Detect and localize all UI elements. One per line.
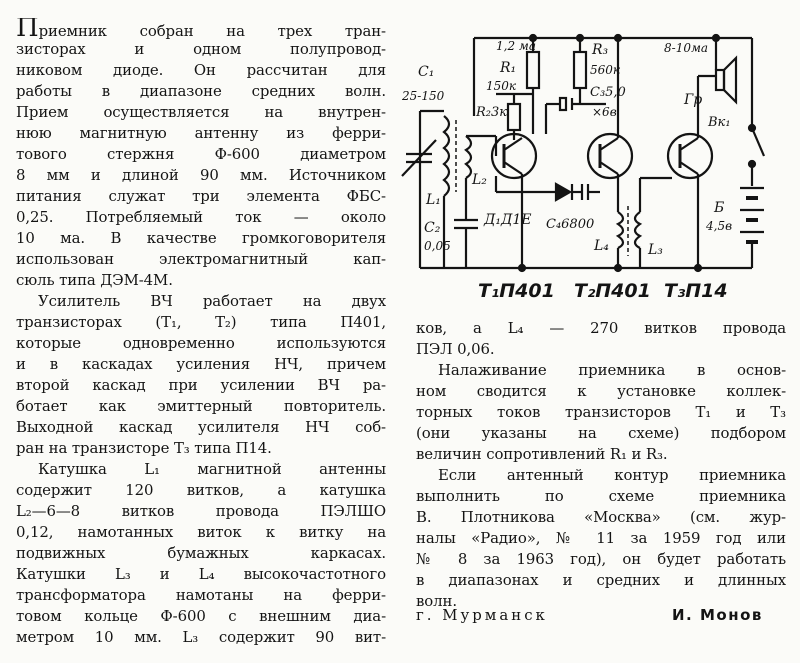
transistor-label-t2: T₂П401 [574,280,651,302]
transistor-t2 [588,134,632,178]
transistor-t3 [668,134,712,178]
text-line: в диапазонах и средних и длинных [416,571,786,589]
text-line: 0,12, намотанных виток к витку на [16,523,386,541]
text-line: тового стержня Ф-600 диаметром [16,145,386,163]
text-line: выполнить по схеме приемника [416,487,786,505]
label-c3-volt: ×6в [592,105,617,119]
junction-dot [713,35,719,41]
junction-dot [695,265,701,271]
transistor-label-t3: T₃П14 [664,280,728,302]
label-battery: Б [714,200,725,216]
coil-l3 [635,212,640,248]
label-l3: L₃ [648,242,663,258]
resistor-r3 [574,52,586,88]
text-line: волн. [416,592,457,610]
text-line: 10 ма. В качестве громкоговорителя [16,229,386,247]
label-gr: Гр [684,92,703,108]
label-c2-value: 0,05 [424,239,451,253]
t2-collector [600,138,618,150]
text-line: использован электромагнитный кап- [16,250,386,268]
label-i1: 1,2 ма [496,39,537,53]
label-vk: Вк₁ [708,115,731,130]
text-line: Прием осуществляется на внутрен- [16,103,386,121]
label-r1-value: 150к [486,79,517,93]
text-line: ботает как эмиттерный повторитель. [16,397,386,415]
signature-author: И. Монов [672,606,763,624]
text-line: трансформатора намотаны на ферри- [16,586,386,604]
resistor-r1 [527,52,539,88]
t3-collector [680,138,698,150]
label-battery-value: 4,5в [706,219,733,233]
text-line: ран на транзисторе T₃ типа П14. [16,439,272,457]
text-line: товом кольце Ф-600 с внешним диа- [16,607,386,625]
text-line: Если антенный контур приемника [438,466,786,484]
text-line: никовом диоде. Он рассчитан для [16,61,386,79]
text-line: и в каскадах усиления НЧ, причем [16,355,386,373]
text-line: работы в диапазоне средних волн. [16,82,386,100]
text-line: Катушка L₁ магнитной антенны [38,460,386,478]
signature-city: г. Мурманск [416,606,548,624]
text-line: ков, а L₄ — 270 витков провода [416,319,786,337]
text-line: 0,25. Потребляемый ток — около [16,208,386,226]
label-l1: L₁ [426,192,441,208]
left-text-column [16,18,386,648]
label-c3: C₃5,0 [590,85,626,100]
junction-dot [519,265,525,271]
text-line: метром 10 мм. L₃ содержит 90 вит- [16,628,386,646]
label-c4: C₄6800 [546,217,595,232]
junction-dot [615,35,621,41]
text-line: которые одновременно используются [16,334,386,352]
label-i3: 8-10ма [664,41,709,55]
text-line: № 8 за 1963 год), он будет работать [416,550,786,568]
junction-dot [577,35,583,41]
coil-l1 [444,116,449,196]
transistor-t1 [492,134,536,178]
label-c1: C₁ [418,64,435,80]
t2-emitter [600,162,618,174]
text-line [16,18,386,39]
text-line: подвижных бумажных каркасах. [16,544,386,562]
text-line: (они указаны на схеме) подбором [416,424,786,442]
label-d1: Д₁Д1Е [484,212,532,228]
speaker-cone [724,58,736,102]
diode-d1 [556,184,570,200]
text-line: налы «Радио», № 11 за 1959 год или [416,529,786,547]
label-l2: L₂ [472,172,487,188]
t3-emitter [680,162,698,174]
circuit-schematic [396,16,792,312]
drop-cap: П [16,18,39,39]
text-line: величин сопротивлений R₁ и R₃. [416,445,668,463]
text-line: ПЭЛ 0,06. [416,340,495,358]
text-line: сюль типа ДЭМ-4М. [16,271,173,289]
label-c2: C₂ [424,220,441,236]
label-l4: L₄ [594,238,609,254]
resistor-r2 [508,104,520,130]
junction-dot [615,265,621,271]
coil-l4 [618,212,623,248]
text-line: L₂—6—8 витков провода ПЭЛШО [16,502,386,520]
text-line: Усилитель ВЧ работает на двух [38,292,386,310]
label-r3-value: 560к [590,63,621,77]
text-line: Катушки L₃ и L₄ высокочастотного [16,565,386,583]
transistor-label-t1: T₁П401 [478,280,555,302]
right-text-column [416,318,786,612]
text-line: ном сводится к установке коллек- [416,382,786,400]
label-r2: R₂3к [476,105,508,120]
text-line-content: риемник собран на трех тран- [38,22,386,39]
text-line: торных токов транзисторов T₁ и T₃ [416,403,786,421]
schematic-drawing [396,16,792,312]
label-r3: R₃ [592,42,609,58]
text-line: В. Плотникова «Москва» (см. жур- [416,508,786,526]
switch-lever [752,128,764,156]
text-line: зисторах и одном полупровод- [16,40,386,58]
speaker-magnet [716,70,724,90]
text-line: второй каскад при усилении ВЧ ра- [16,376,386,394]
label-c1-value: 25-150 [402,89,445,103]
text-line: нюю магнитную антенну из ферри- [16,124,386,142]
text-line: содержит 120 витков, а катушка [16,481,386,499]
t1-emitter [504,162,522,174]
text-line: питания служат три элемента ФБС- [16,187,386,205]
text-line: 8 мм и длиной 90 мм. Источником [16,166,386,184]
text-line: Налаживание приемника в основ- [438,361,786,379]
c3-plate [560,98,566,110]
text-line: транзисторах (T₁, T₂) типа П401, [16,313,386,331]
label-r1: R₁ [500,60,517,76]
coil-l2 [466,136,471,178]
text-line: Выходной каскад усилителя НЧ соб- [16,418,386,436]
